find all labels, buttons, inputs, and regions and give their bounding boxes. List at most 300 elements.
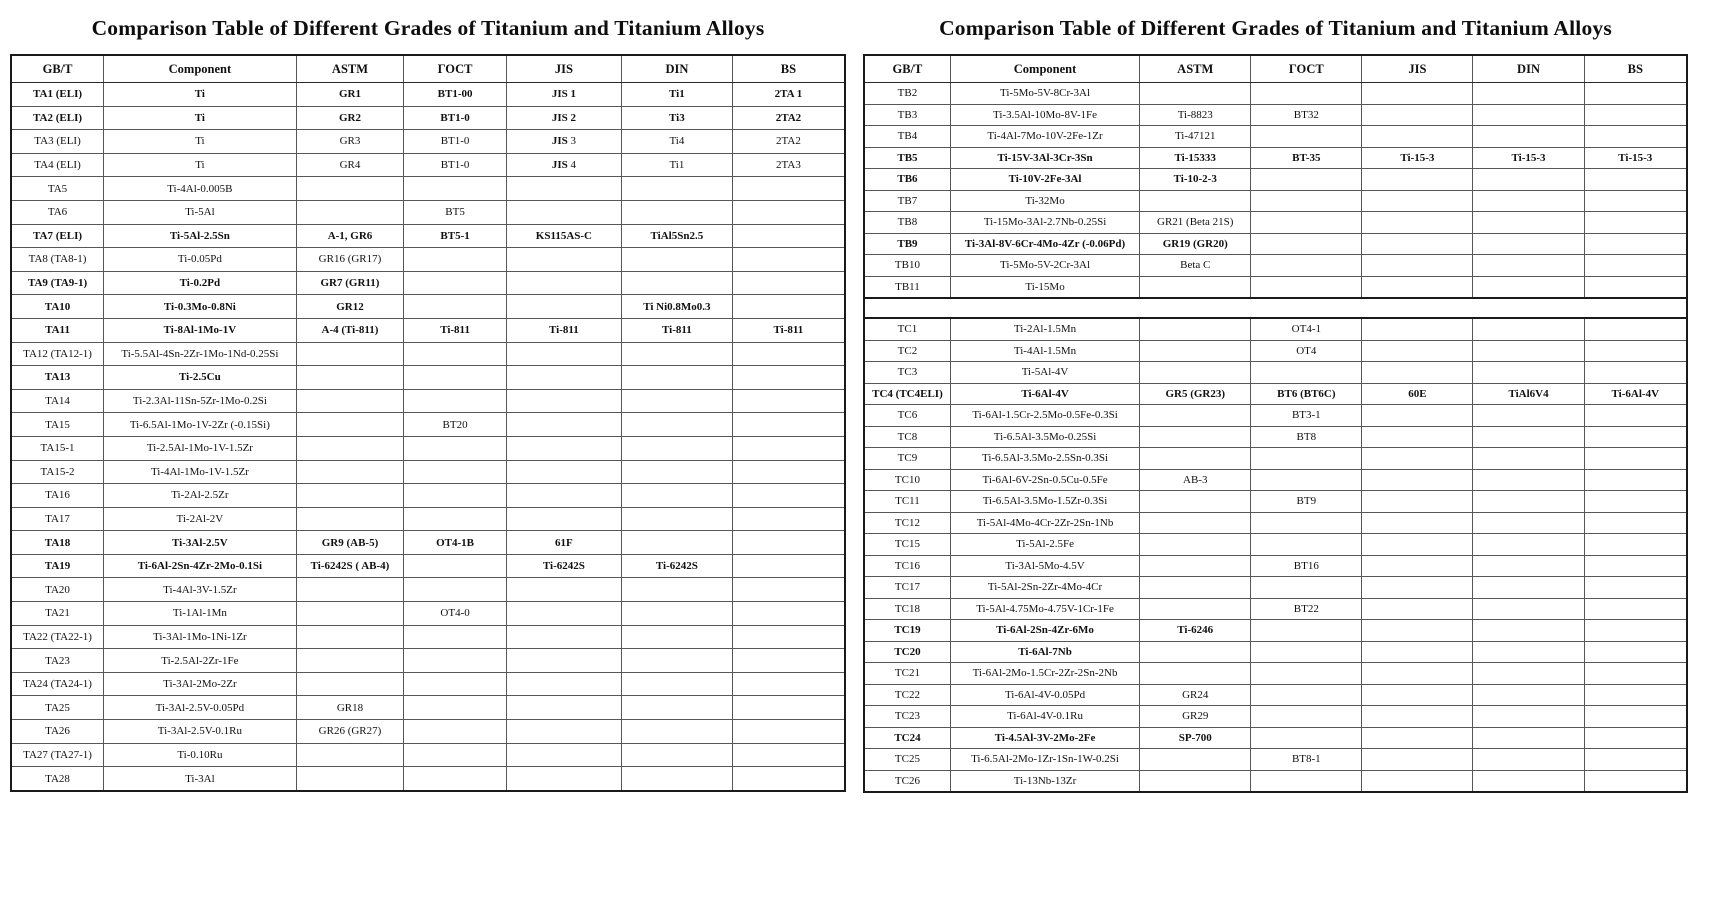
column-header-bs: BS	[732, 55, 845, 83]
component-cell: Ti-13Nb-13Zr	[950, 770, 1139, 792]
bs-cell	[1584, 276, 1687, 298]
component-cell: Ti-4Al-7Mo-10V-2Fe-1Zr	[950, 126, 1139, 148]
jis-cell	[1362, 83, 1473, 105]
gbt-cell: TA22 (TA22-1)	[11, 625, 104, 649]
din-cell	[1473, 169, 1584, 191]
jis-cell	[506, 696, 621, 720]
din-cell	[1473, 620, 1584, 642]
astm-cell	[1140, 340, 1251, 362]
gbt-cell: TA2 (ELI)	[11, 106, 104, 130]
bs-cell	[732, 271, 845, 295]
din-cell	[1473, 598, 1584, 620]
gost-cell: OT4-0	[404, 602, 507, 626]
bs-cell	[732, 743, 845, 767]
bs-cell	[1584, 663, 1687, 685]
gost-cell	[1251, 126, 1362, 148]
component-cell: Ti-6Al-4V-0.05Pd	[950, 684, 1139, 706]
gost-cell	[1251, 212, 1362, 234]
gbt-cell: TB10	[864, 255, 950, 277]
component-cell: Ti-3Al-5Mo-4.5V	[950, 555, 1139, 577]
component-cell: Ti	[104, 83, 297, 107]
jis-cell	[506, 484, 621, 508]
column-header-din: DIN	[1473, 55, 1584, 83]
jis-cell	[506, 672, 621, 696]
gost-cell	[1251, 233, 1362, 255]
gbt-cell: TC17	[864, 577, 950, 599]
astm-cell: GR9 (AB-5)	[296, 531, 404, 555]
table-row	[11, 484, 845, 508]
bs-cell: 2TA2	[732, 106, 845, 130]
astm-cell: Ti-6246	[1140, 620, 1251, 642]
astm-cell	[296, 484, 404, 508]
table-row	[11, 153, 845, 177]
component-cell: Ti-32Mo	[950, 190, 1139, 212]
bs-cell	[1584, 426, 1687, 448]
table-row	[864, 83, 1687, 105]
table-row	[11, 200, 845, 224]
table-row	[864, 340, 1687, 362]
table-row	[864, 620, 1687, 642]
column-header-astm: ASTM	[1140, 55, 1251, 83]
astm-cell: GR2	[296, 106, 404, 130]
din-cell	[1473, 512, 1584, 534]
gbt-cell: TA23	[11, 649, 104, 673]
jis-cell	[1362, 276, 1473, 298]
gost-cell	[404, 554, 507, 578]
astm-cell	[296, 389, 404, 413]
gbt-cell: TC25	[864, 749, 950, 771]
din-cell	[621, 413, 732, 437]
table-row	[11, 720, 845, 744]
bs-cell	[732, 507, 845, 531]
gost-cell: OT4-1	[1251, 318, 1362, 340]
din-cell	[1473, 276, 1584, 298]
component-cell: Ti-6Al-2Sn-4Zr-6Mo	[950, 620, 1139, 642]
gbt-cell: TA13	[11, 366, 104, 390]
header-row	[864, 55, 1687, 83]
gost-cell: BT1-0	[404, 106, 507, 130]
gbt-cell: TA25	[11, 696, 104, 720]
bs-cell	[1584, 641, 1687, 663]
din-cell	[621, 389, 732, 413]
jis-cell	[1362, 641, 1473, 663]
component-cell: Ti-5Al	[104, 200, 297, 224]
component-cell: Ti-6.5Al-1Mo-1V-2Zr (-0.15Si)	[104, 413, 297, 437]
table-row	[11, 106, 845, 130]
jis-cell: 61F	[506, 531, 621, 555]
table-row	[11, 248, 845, 272]
jis-cell	[506, 625, 621, 649]
din-cell	[1473, 749, 1584, 771]
din-cell	[621, 625, 732, 649]
din-cell	[621, 342, 732, 366]
jis-cell	[506, 342, 621, 366]
component-cell: Ti-6Al-6V-2Sn-0.5Cu-0.5Fe	[950, 469, 1139, 491]
din-cell	[1473, 663, 1584, 685]
gost-cell	[1251, 276, 1362, 298]
bs-cell	[1584, 448, 1687, 470]
astm-cell	[296, 649, 404, 673]
table-row	[864, 512, 1687, 534]
gost-cell	[1251, 706, 1362, 728]
gost-cell	[404, 342, 507, 366]
gbt-cell: TA15-1	[11, 436, 104, 460]
component-cell: Ti-5Al-4.75Mo-4.75V-1Cr-1Fe	[950, 598, 1139, 620]
table-row	[864, 362, 1687, 384]
din-cell	[1473, 104, 1584, 126]
din-cell	[621, 672, 732, 696]
gbt-cell: TB7	[864, 190, 950, 212]
component-cell: Ti-15V-3Al-3Cr-3Sn	[950, 147, 1139, 169]
component-cell: Ti-0.3Mo-0.8Ni	[104, 295, 297, 319]
jis-cell	[506, 767, 621, 791]
bs-cell	[1584, 190, 1687, 212]
gbt-cell: TA12 (TA12-1)	[11, 342, 104, 366]
jis-cell	[506, 200, 621, 224]
titanium-grades-table-ta	[10, 54, 846, 792]
din-cell: TiAl6V4	[1473, 383, 1584, 405]
bs-cell	[1584, 727, 1687, 749]
bs-cell	[732, 177, 845, 201]
gost-cell	[1251, 83, 1362, 105]
gost-cell: BT5	[404, 200, 507, 224]
table-row	[864, 534, 1687, 556]
bs-cell	[1584, 212, 1687, 234]
astm-cell: GR4	[296, 153, 404, 177]
bs-cell	[1584, 598, 1687, 620]
component-cell: Ti-4Al-3V-1.5Zr	[104, 578, 297, 602]
astm-cell: SP-700	[1140, 727, 1251, 749]
component-cell: Ti-6.5Al-3.5Mo-1.5Zr-0.3Si	[950, 491, 1139, 513]
astm-cell	[296, 177, 404, 201]
gost-cell	[404, 295, 507, 319]
column-header-din: DIN	[621, 55, 732, 83]
gbt-cell: TA28	[11, 767, 104, 791]
gbt-cell: TA21	[11, 602, 104, 626]
gbt-cell: TB5	[864, 147, 950, 169]
bs-cell	[732, 484, 845, 508]
component-cell: Ti-2Al-1.5Mn	[950, 318, 1139, 340]
jis-cell: KS115AS-C	[506, 224, 621, 248]
component-cell: Ti-3Al-2.5V-0.1Ru	[104, 720, 297, 744]
jis-cell	[1362, 212, 1473, 234]
component-cell: Ti	[104, 153, 297, 177]
din-cell: Ti1	[621, 83, 732, 107]
column-header-gost: ГОСТ	[1251, 55, 1362, 83]
bs-cell	[1584, 318, 1687, 340]
din-cell	[621, 507, 732, 531]
jis-cell	[1362, 169, 1473, 191]
astm-cell	[1140, 641, 1251, 663]
bs-cell: 2TA3	[732, 153, 845, 177]
jis-cell	[1362, 684, 1473, 706]
din-cell	[1473, 684, 1584, 706]
jis-cell	[1362, 534, 1473, 556]
astm-cell	[296, 625, 404, 649]
gbt-cell: TA19	[11, 554, 104, 578]
component-cell: Ti-3Al	[104, 767, 297, 791]
astm-cell: GR18	[296, 696, 404, 720]
gost-cell: BT1-0	[404, 153, 507, 177]
din-cell: Ti1	[621, 153, 732, 177]
din-cell	[621, 743, 732, 767]
table-row	[11, 578, 845, 602]
astm-cell	[296, 507, 404, 531]
jis-cell	[1362, 318, 1473, 340]
jis-cell	[506, 177, 621, 201]
jis-cell	[1362, 362, 1473, 384]
gost-cell	[1251, 448, 1362, 470]
gbt-cell: TC9	[864, 448, 950, 470]
component-cell: Ti-6Al-2Mo-1.5Cr-2Zr-2Sn-2Nb	[950, 663, 1139, 685]
din-cell	[1473, 641, 1584, 663]
astm-cell	[296, 578, 404, 602]
jis-cell	[1362, 190, 1473, 212]
table-row	[11, 625, 845, 649]
gost-cell	[404, 672, 507, 696]
table-row	[864, 426, 1687, 448]
astm-cell	[1140, 512, 1251, 534]
jis-cell	[1362, 706, 1473, 728]
table-row	[864, 126, 1687, 148]
gost-cell: BT16	[1251, 555, 1362, 577]
component-cell: Ti-0.2Pd	[104, 271, 297, 295]
gbt-cell: TA6	[11, 200, 104, 224]
astm-cell	[296, 460, 404, 484]
column-header-component: Component	[950, 55, 1139, 83]
jis-cell	[1362, 340, 1473, 362]
gost-cell: BT6 (BT6C)	[1251, 383, 1362, 405]
din-cell	[621, 720, 732, 744]
astm-cell	[1140, 749, 1251, 771]
table-row	[864, 318, 1687, 340]
gbt-cell: TA7 (ELI)	[11, 224, 104, 248]
bs-cell	[1584, 770, 1687, 792]
jis-cell: Ti-6242S	[506, 554, 621, 578]
table-row	[864, 684, 1687, 706]
jis-cell	[506, 460, 621, 484]
gbt-cell: TC11	[864, 491, 950, 513]
bs-cell	[1584, 684, 1687, 706]
jis-cell: Ti-15-3	[1362, 147, 1473, 169]
table-row	[11, 602, 845, 626]
astm-cell: Ti-10-2-3	[1140, 169, 1251, 191]
gost-cell	[404, 507, 507, 531]
gost-cell: BT1-0	[404, 130, 507, 154]
bs-cell	[1584, 104, 1687, 126]
table-row	[864, 383, 1687, 405]
bs-cell	[1584, 749, 1687, 771]
component-cell: Ti-3Al-2Mo-2Zr	[104, 672, 297, 696]
bs-cell	[1584, 255, 1687, 277]
component-cell: Ti-2.5Cu	[104, 366, 297, 390]
gbt-cell: TA3 (ELI)	[11, 130, 104, 154]
gbt-cell: TA14	[11, 389, 104, 413]
component-cell: Ti-8Al-1Mo-1V	[104, 318, 297, 342]
gost-cell	[404, 767, 507, 791]
gbt-cell: TC2	[864, 340, 950, 362]
din-cell	[621, 767, 732, 791]
column-header-gbt: GB/T	[864, 55, 950, 83]
gbt-cell: TC4 (TC4ELI)	[864, 383, 950, 405]
gost-cell: BT-35	[1251, 147, 1362, 169]
bs-cell	[732, 224, 845, 248]
bs-cell: 2TA2	[732, 130, 845, 154]
gost-cell	[1251, 663, 1362, 685]
din-cell: Ti-811	[621, 318, 732, 342]
component-cell: Ti-15Mo-3Al-2.7Nb-0.25Si	[950, 212, 1139, 234]
din-cell	[1473, 727, 1584, 749]
astm-cell: GR19 (GR20)	[1140, 233, 1251, 255]
jis-cell	[506, 436, 621, 460]
header-row	[11, 55, 845, 83]
component-cell: Ti-5Al-2Sn-2Zr-4Mo-4Cr	[950, 577, 1139, 599]
left-table-container	[10, 54, 846, 792]
din-cell	[621, 460, 732, 484]
bs-cell: Ti-15-3	[1584, 147, 1687, 169]
gbt-cell: TC19	[864, 620, 950, 642]
jis-cell	[1362, 405, 1473, 427]
component-cell: Ti-3Al-2.5V-0.05Pd	[104, 696, 297, 720]
gbt-cell: TC8	[864, 426, 950, 448]
table-row	[864, 233, 1687, 255]
gost-cell	[1251, 169, 1362, 191]
gost-cell: BT1-00	[404, 83, 507, 107]
gbt-cell: TC26	[864, 770, 950, 792]
astm-cell	[296, 342, 404, 366]
gost-cell	[1251, 770, 1362, 792]
jis-cell	[1362, 469, 1473, 491]
gbt-cell: TB8	[864, 212, 950, 234]
din-cell	[1473, 126, 1584, 148]
jis-cell: JIS 3	[506, 130, 621, 154]
component-cell: Ti-2.5Al-2Zr-1Fe	[104, 649, 297, 673]
din-cell	[1473, 534, 1584, 556]
bs-cell	[732, 366, 845, 390]
gost-cell	[404, 720, 507, 744]
din-cell	[1473, 577, 1584, 599]
right-table-panel	[863, 6, 1688, 793]
table-row	[864, 448, 1687, 470]
jis-cell: 60E	[1362, 383, 1473, 405]
astm-cell	[1140, 577, 1251, 599]
jis-cell	[506, 720, 621, 744]
din-cell: Ti-15-3	[1473, 147, 1584, 169]
din-cell	[1473, 340, 1584, 362]
component-cell: Ti-2.3Al-11Sn-5Zr-1Mo-0.2Si	[104, 389, 297, 413]
gost-cell	[404, 696, 507, 720]
jis-cell	[1362, 233, 1473, 255]
right-table-container	[863, 54, 1688, 793]
gbt-cell: TC23	[864, 706, 950, 728]
component-cell: Ti-5Al-2.5Sn	[104, 224, 297, 248]
bs-cell	[1584, 126, 1687, 148]
jis-cell	[506, 295, 621, 319]
astm-cell	[296, 200, 404, 224]
astm-cell: GR24	[1140, 684, 1251, 706]
left-table-title: Comparison Table of Different Grades of Titanium and Titanium Alloys	[91, 16, 765, 40]
table-row	[864, 770, 1687, 792]
bs-cell: Ti-811	[732, 318, 845, 342]
astm-cell: Ti-8823	[1140, 104, 1251, 126]
gbt-cell: TC10	[864, 469, 950, 491]
gost-cell	[404, 389, 507, 413]
component-cell: Ti-4Al-0.005B	[104, 177, 297, 201]
astm-cell	[1140, 318, 1251, 340]
table-row	[11, 295, 845, 319]
din-cell	[1473, 362, 1584, 384]
bs-cell	[732, 295, 845, 319]
titanium-grades-table-tb-tc	[863, 54, 1688, 793]
jis-cell	[506, 366, 621, 390]
gbt-cell: TA24 (TA24-1)	[11, 672, 104, 696]
component-cell: Ti-1Al-1Mn	[104, 602, 297, 626]
gost-cell: Ti-811	[404, 318, 507, 342]
astm-cell	[296, 672, 404, 696]
table-row	[11, 130, 845, 154]
din-cell	[1473, 491, 1584, 513]
gost-cell	[1251, 684, 1362, 706]
bs-cell: 2TA 1	[732, 83, 845, 107]
gost-cell	[404, 743, 507, 767]
astm-cell	[1140, 426, 1251, 448]
astm-cell	[1140, 405, 1251, 427]
table-row	[11, 554, 845, 578]
gost-cell: BT20	[404, 413, 507, 437]
gbt-cell: TB2	[864, 83, 950, 105]
gbt-cell: TA1 (ELI)	[11, 83, 104, 107]
astm-cell	[1140, 362, 1251, 384]
gbt-cell: TC3	[864, 362, 950, 384]
component-cell: Ti-5Al-4Mo-4Cr-2Zr-2Sn-1Nb	[950, 512, 1139, 534]
astm-cell	[296, 602, 404, 626]
component-cell: Ti-2.5Al-1Mo-1V-1.5Zr	[104, 436, 297, 460]
gbt-cell: TC24	[864, 727, 950, 749]
component-cell: Ti-2Al-2.5Zr	[104, 484, 297, 508]
jis-cell	[1362, 491, 1473, 513]
astm-cell	[1140, 663, 1251, 685]
gbt-cell: TC21	[864, 663, 950, 685]
din-cell: Ti Ni0.8Mo0.3	[621, 295, 732, 319]
table-row	[864, 276, 1687, 298]
astm-cell: AB-3	[1140, 469, 1251, 491]
bs-cell	[1584, 512, 1687, 534]
din-cell	[1473, 426, 1584, 448]
table-row	[864, 104, 1687, 126]
table-row	[864, 190, 1687, 212]
astm-cell: Ti-6242S ( AB-4)	[296, 554, 404, 578]
table-row	[11, 342, 845, 366]
gbt-cell: TC20	[864, 641, 950, 663]
component-cell: Ti-6.5Al-3.5Mo-2.5Sn-0.3Si	[950, 448, 1139, 470]
column-header-bs: BS	[1584, 55, 1687, 83]
gbt-cell: TB6	[864, 169, 950, 191]
din-cell	[621, 271, 732, 295]
table-row	[11, 743, 845, 767]
component-cell: Ti-6Al-2Sn-4Zr-2Mo-0.1Si	[104, 554, 297, 578]
table-row	[864, 598, 1687, 620]
component-cell: Ti-4Al-1Mo-1V-1.5Zr	[104, 460, 297, 484]
gbt-cell: TC16	[864, 555, 950, 577]
component-cell: Ti-3Al-1Mo-1Ni-1Zr	[104, 625, 297, 649]
component-cell: Ti-3Al-8V-6Cr-4Mo-4Zr (-0.06Pd)	[950, 233, 1139, 255]
column-header-jis: JIS	[506, 55, 621, 83]
component-cell: Ti-5Al-4V	[950, 362, 1139, 384]
gbt-cell: TC12	[864, 512, 950, 534]
bs-cell	[1584, 620, 1687, 642]
table-row	[11, 460, 845, 484]
astm-cell: GR26 (GR27)	[296, 720, 404, 744]
